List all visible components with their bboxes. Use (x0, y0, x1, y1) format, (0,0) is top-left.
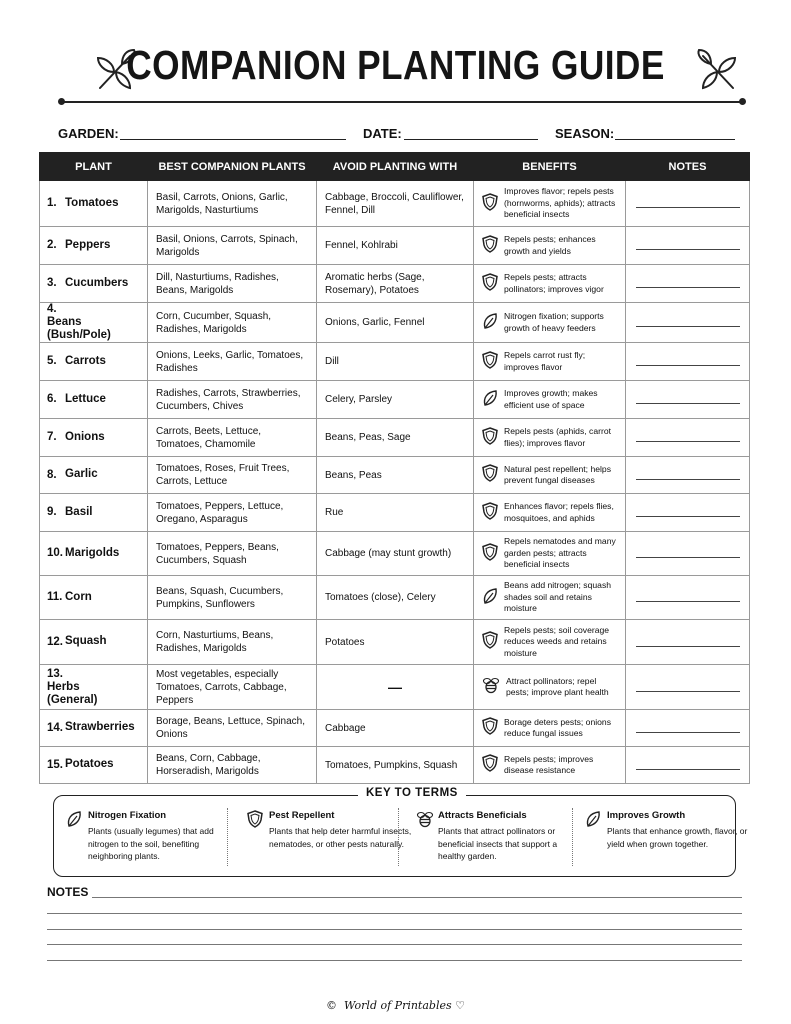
plant-number: 9. (47, 506, 57, 519)
garden-field[interactable] (120, 139, 346, 140)
shield-icon (247, 810, 263, 833)
notes-cell[interactable] (626, 265, 750, 303)
plant-cell (40, 710, 148, 747)
companions-cell: Corn, Cucumber, Squash, Radishes, Marigolds (148, 303, 317, 343)
shield-icon (482, 717, 498, 739)
notes-write-line[interactable] (636, 601, 740, 602)
plant-number: 11. (47, 591, 63, 604)
col-header-companions: BEST COMPANION PLANTS (148, 153, 317, 181)
avoid-text: — (388, 678, 402, 695)
shield-icon (482, 193, 498, 215)
benefits-cell (474, 343, 626, 381)
plant-cell (40, 457, 148, 494)
notes-write-line[interactable] (636, 207, 740, 208)
companions-cell: Tomatoes, Peppers, Lettuce, Oregano, Asparagus (148, 494, 317, 532)
notes-cell[interactable] (626, 710, 750, 747)
plant-name: Corn (65, 590, 92, 603)
date-label: DATE: (363, 126, 402, 141)
plant-name: Tomatoes (65, 196, 119, 209)
plant-cell (40, 181, 148, 227)
plant-name: Basil (65, 505, 93, 518)
notes-write-line[interactable] (636, 516, 740, 517)
plant-cell (40, 665, 148, 710)
benefits-cell (474, 303, 626, 343)
rule-dot (739, 98, 746, 105)
season-field[interactable] (615, 139, 735, 140)
table-row (40, 576, 750, 620)
notes-label: NOTES (47, 885, 89, 899)
benefit-text: Repels pests; attracts pollinators; improves vigor (504, 272, 604, 294)
avoid-cell (317, 494, 474, 532)
shield-icon (482, 543, 498, 565)
plant-name: Lettuce (65, 392, 106, 405)
avoid-cell (317, 532, 474, 576)
notes-cell[interactable] (626, 494, 750, 532)
table-header-row (40, 153, 750, 181)
benefits-cell (474, 532, 626, 576)
key-term: Nitrogen Fixation (88, 810, 167, 821)
title-divider (62, 101, 742, 103)
avoid-text: Aromatic herbs (Sage, Rosemary), Potatoes (325, 271, 425, 296)
table-row (40, 665, 750, 710)
benefit-text: Nitrogen fixation; supports growth of heavy feeders (504, 311, 604, 333)
avoid-text: Cabbage (325, 722, 366, 734)
table-row (40, 747, 750, 784)
avoid-text: Cabbage, Broccoli, Cauliflower, Fennel, Dill (325, 191, 464, 216)
bee-icon (416, 810, 434, 833)
key-description: Plants that help deter harmful insects, nematodes, or other pests naturally. (269, 826, 412, 849)
plant-cell (40, 494, 148, 532)
avoid-text: Tomatoes, Pumpkins, Squash (325, 759, 458, 771)
plant-name: Potatoes (65, 758, 114, 771)
companions-cell: Radishes, Carrots, Strawberries, Cucumbers, Chives (148, 381, 317, 419)
avoid-text: Dill (325, 356, 339, 367)
plant-number: 7. (47, 431, 57, 444)
notes-write-line[interactable] (636, 441, 740, 442)
benefits-cell (474, 419, 626, 457)
key-description: Plants that attract pollinators or beneficial insects that support a healthy garden. (438, 826, 558, 861)
plant-number: 12. (47, 635, 63, 648)
leaf-sprig-icon (693, 46, 741, 94)
table-row (40, 227, 750, 265)
avoid-text: Rue (325, 507, 344, 518)
avoid-cell (317, 181, 474, 227)
notes-write-line[interactable] (636, 365, 740, 366)
notes-cell[interactable] (626, 620, 750, 665)
avoid-text: Tomatoes (close), Celery (325, 592, 436, 603)
notes-cell[interactable] (626, 457, 750, 494)
benefit-text: Natural pest repellent; helps prevent fungal diseases (504, 463, 612, 485)
plant-number: 3. (47, 277, 57, 290)
avoid-cell (317, 665, 474, 710)
plant-number: 1. (47, 197, 57, 210)
plant-name: Carrots (65, 354, 106, 367)
companions-cell: Borage, Beans, Lettuce, Spinach, Onions (148, 710, 317, 747)
table-row (40, 265, 750, 303)
plant-cell (40, 265, 148, 303)
companions-cell: Beans, Corn, Cabbage, Horseradish, Marigolds (148, 747, 317, 784)
benefits-cell (474, 381, 626, 419)
benefits-cell (474, 227, 626, 265)
plant-name: Marigolds (65, 546, 120, 559)
col-header-avoid: AVOID PLANTING WITH (317, 153, 474, 181)
notes-write-line[interactable] (636, 691, 740, 692)
plant-cell (40, 381, 148, 419)
leaf-icon (482, 312, 498, 334)
companions-cell: Most vegetables, especially Tomatoes, Carrots, Cabbage, Peppers (148, 665, 317, 710)
page-title: COMPANION PLANTING GUIDE (126, 42, 665, 88)
notes-line[interactable] (47, 913, 742, 914)
avoid-cell (317, 419, 474, 457)
notes-write-line[interactable] (636, 557, 740, 558)
benefits-cell (474, 181, 626, 227)
table-row (40, 181, 750, 227)
key-divider (572, 808, 573, 866)
avoid-text: Beans, Peas, Sage (325, 432, 411, 443)
avoid-text: Onions, Garlic, Fennel (325, 317, 425, 328)
notes-cell[interactable] (626, 227, 750, 265)
plant-name: Beans (Bush/Pole) (47, 316, 111, 341)
col-header-notes: NOTES (626, 153, 750, 181)
plant-number: 5. (47, 355, 57, 368)
plant-name: Squash (65, 635, 107, 648)
plant-number: 8. (47, 468, 57, 481)
col-header-benefits: BENEFITS (474, 153, 626, 181)
plant-cell (40, 747, 148, 784)
garden-label: GARDEN: (58, 126, 119, 141)
benefit-text: Repels pests; soil coverage reduces weeds and retains moisture (504, 624, 610, 658)
table-row (40, 494, 750, 532)
avoid-cell (317, 710, 474, 747)
avoid-cell (317, 227, 474, 265)
notes-write-line[interactable] (636, 769, 740, 770)
benefit-text: Improves flavor; repels pests (hornworms, aphids); attracts beneficial insects (504, 186, 616, 220)
benefits-cell (474, 494, 626, 532)
avoid-cell (317, 303, 474, 343)
shield-icon (482, 631, 498, 653)
benefit-text: Borage deters pests; onions reduce fungal issues (504, 716, 612, 738)
table-row (40, 303, 750, 343)
avoid-cell (317, 747, 474, 784)
plant-number: 2. (47, 239, 57, 252)
notes-write-line[interactable] (636, 326, 740, 327)
leaf-icon (66, 810, 82, 833)
shield-icon (482, 351, 498, 373)
benefits-cell (474, 265, 626, 303)
companions-cell: Basil, Onions, Carrots, Spinach, Marigolds (148, 227, 317, 265)
plant-cell (40, 576, 148, 620)
benefits-cell (474, 620, 626, 665)
avoid-text: Cabbage (may stunt growth) (325, 548, 452, 559)
companions-cell: Dill, Nasturtiums, Radishes, Beans, Marigolds (148, 265, 317, 303)
plant-cell (40, 227, 148, 265)
shield-icon (482, 427, 498, 449)
plant-name: Cucumbers (65, 276, 129, 289)
benefit-text: Beans add nitrogen; squash shades soil and retains moisture (504, 580, 612, 614)
avoid-cell (317, 381, 474, 419)
notes-cell[interactable] (626, 747, 750, 784)
companions-cell: Beans, Squash, Cucumbers, Pumpkins, Sunflowers (148, 576, 317, 620)
avoid-text: Celery, Parsley (325, 394, 393, 405)
plant-name: Garlic (65, 468, 98, 481)
key-term: Improves Growth (607, 810, 686, 821)
plant-cell (40, 620, 148, 665)
notes-write-line[interactable] (636, 249, 740, 250)
date-field[interactable] (404, 139, 538, 140)
notes-line[interactable] (47, 944, 742, 945)
plant-name: Herbs (General) (47, 680, 98, 706)
table-row (40, 710, 750, 747)
plant-number: 6. (47, 393, 57, 406)
key-description: Plants (usually legumes) that add nitrogen to the soil, benefiting neighboring plants. (88, 826, 214, 861)
shield-icon (482, 754, 498, 776)
key-description: Plants that enhance growth, flavor, or yield when grown together. (607, 826, 748, 849)
plant-number: 10. (47, 547, 63, 560)
notes-cell[interactable] (626, 181, 750, 227)
notes-cell[interactable] (626, 343, 750, 381)
plant-number: 15. (47, 758, 63, 771)
avoid-text: Potatoes (325, 636, 365, 648)
benefits-cell (474, 710, 626, 747)
benefit-text: Repels nematodes and many garden pests; attracts beneficial insects (504, 536, 616, 570)
key-to-terms (53, 787, 748, 877)
plant-cell (40, 532, 148, 576)
notes-cell[interactable] (626, 419, 750, 457)
companions-cell: Tomatoes, Roses, Fruit Trees, Carrots, Lettuce (148, 457, 317, 494)
footer-brand (0, 999, 791, 1012)
table-row (40, 343, 750, 381)
notes-line[interactable] (47, 929, 742, 930)
avoid-cell (317, 576, 474, 620)
avoid-cell (317, 343, 474, 381)
plant-cell (40, 419, 148, 457)
col-header-plant: PLANT (40, 153, 148, 181)
notes-cell[interactable] (626, 381, 750, 419)
key-divider (398, 808, 399, 866)
notes-write-line[interactable] (636, 646, 740, 647)
benefits-cell (474, 576, 626, 620)
benefit-text: Repels pests; improves disease resistance (504, 753, 594, 775)
benefit-text: Repels pests (aphids, carrot flies); improves flavor (504, 426, 611, 448)
benefit-text: Enhances flavor; repels flies, mosquitoes, and aphids (504, 501, 614, 523)
companions-cell: Carrots, Beets, Lettuce, Tomatoes, Chamomile (148, 419, 317, 457)
shield-icon (482, 464, 498, 486)
leaf-icon (482, 587, 498, 609)
notes-write-line[interactable] (636, 732, 740, 733)
benefits-cell (474, 457, 626, 494)
plant-name: Strawberries (65, 721, 135, 734)
notes-line[interactable] (92, 897, 742, 898)
companions-cell: Basil, Carrots, Onions, Garlic, Marigolds, Nasturtiums (148, 181, 317, 227)
benefits-cell (474, 747, 626, 784)
benefit-text: Repels pests; enhances growth and yields (504, 234, 596, 256)
key-term: Attracts Beneficials (438, 810, 527, 821)
key-term: Pest Repellent (269, 810, 335, 821)
key-divider (227, 808, 228, 866)
shield-icon (482, 273, 498, 295)
companion-table (39, 152, 750, 784)
benefit-text: Improves growth; makes efficient use of space (504, 388, 598, 410)
notes-line[interactable] (47, 960, 742, 961)
notes-write-line[interactable] (636, 403, 740, 404)
notes-cell[interactable] (626, 532, 750, 576)
plant-name: Peppers (65, 238, 111, 251)
avoid-cell (317, 620, 474, 665)
leaf-icon (585, 810, 601, 833)
benefit-text: Repels carrot rust fly; improves flavor (504, 350, 586, 372)
plant-cell (40, 303, 148, 343)
avoid-cell (317, 457, 474, 494)
plant-number: 4. (47, 303, 57, 315)
table-row (40, 620, 750, 665)
avoid-text: Fennel, Kohlrabi (325, 240, 398, 251)
shield-icon (482, 235, 498, 257)
table-row (40, 457, 750, 494)
season-label: SEASON: (555, 126, 615, 141)
key-title: KEY TO TERMS (358, 787, 466, 799)
shield-icon (482, 502, 498, 524)
header-fields (0, 122, 791, 144)
plant-cell (40, 343, 148, 381)
notes-cell[interactable] (626, 665, 750, 710)
leaf-icon (482, 389, 498, 411)
companions-cell: Corn, Nasturtiums, Beans, Radishes, Marigolds (148, 620, 317, 665)
notes-write-line[interactable] (636, 479, 740, 480)
benefits-cell (474, 665, 626, 710)
plant-number: 13. (47, 667, 63, 680)
brand-name: World of Printables (343, 999, 452, 1012)
heart-icon: ♡ (455, 999, 466, 1012)
bee-icon (482, 676, 500, 698)
notes-cell[interactable] (626, 576, 750, 620)
plant-number: 14. (47, 721, 63, 734)
copyright-icon: © (325, 999, 337, 1012)
companions-cell: Tomatoes, Peppers, Beans, Cucumbers, Squash (148, 532, 317, 576)
notes-cell[interactable] (626, 303, 750, 343)
companions-cell: Onions, Leeks, Garlic, Tomatoes, Radishes (148, 343, 317, 381)
table-row (40, 532, 750, 576)
notes-write-line[interactable] (636, 287, 740, 288)
table-row (40, 419, 750, 457)
avoid-text: Beans, Peas (325, 469, 382, 481)
benefit-text: Attract pollinators; repel pests; improve plant health (506, 675, 609, 697)
table-row (40, 381, 750, 419)
avoid-cell (317, 265, 474, 303)
plant-name: Onions (65, 430, 105, 443)
